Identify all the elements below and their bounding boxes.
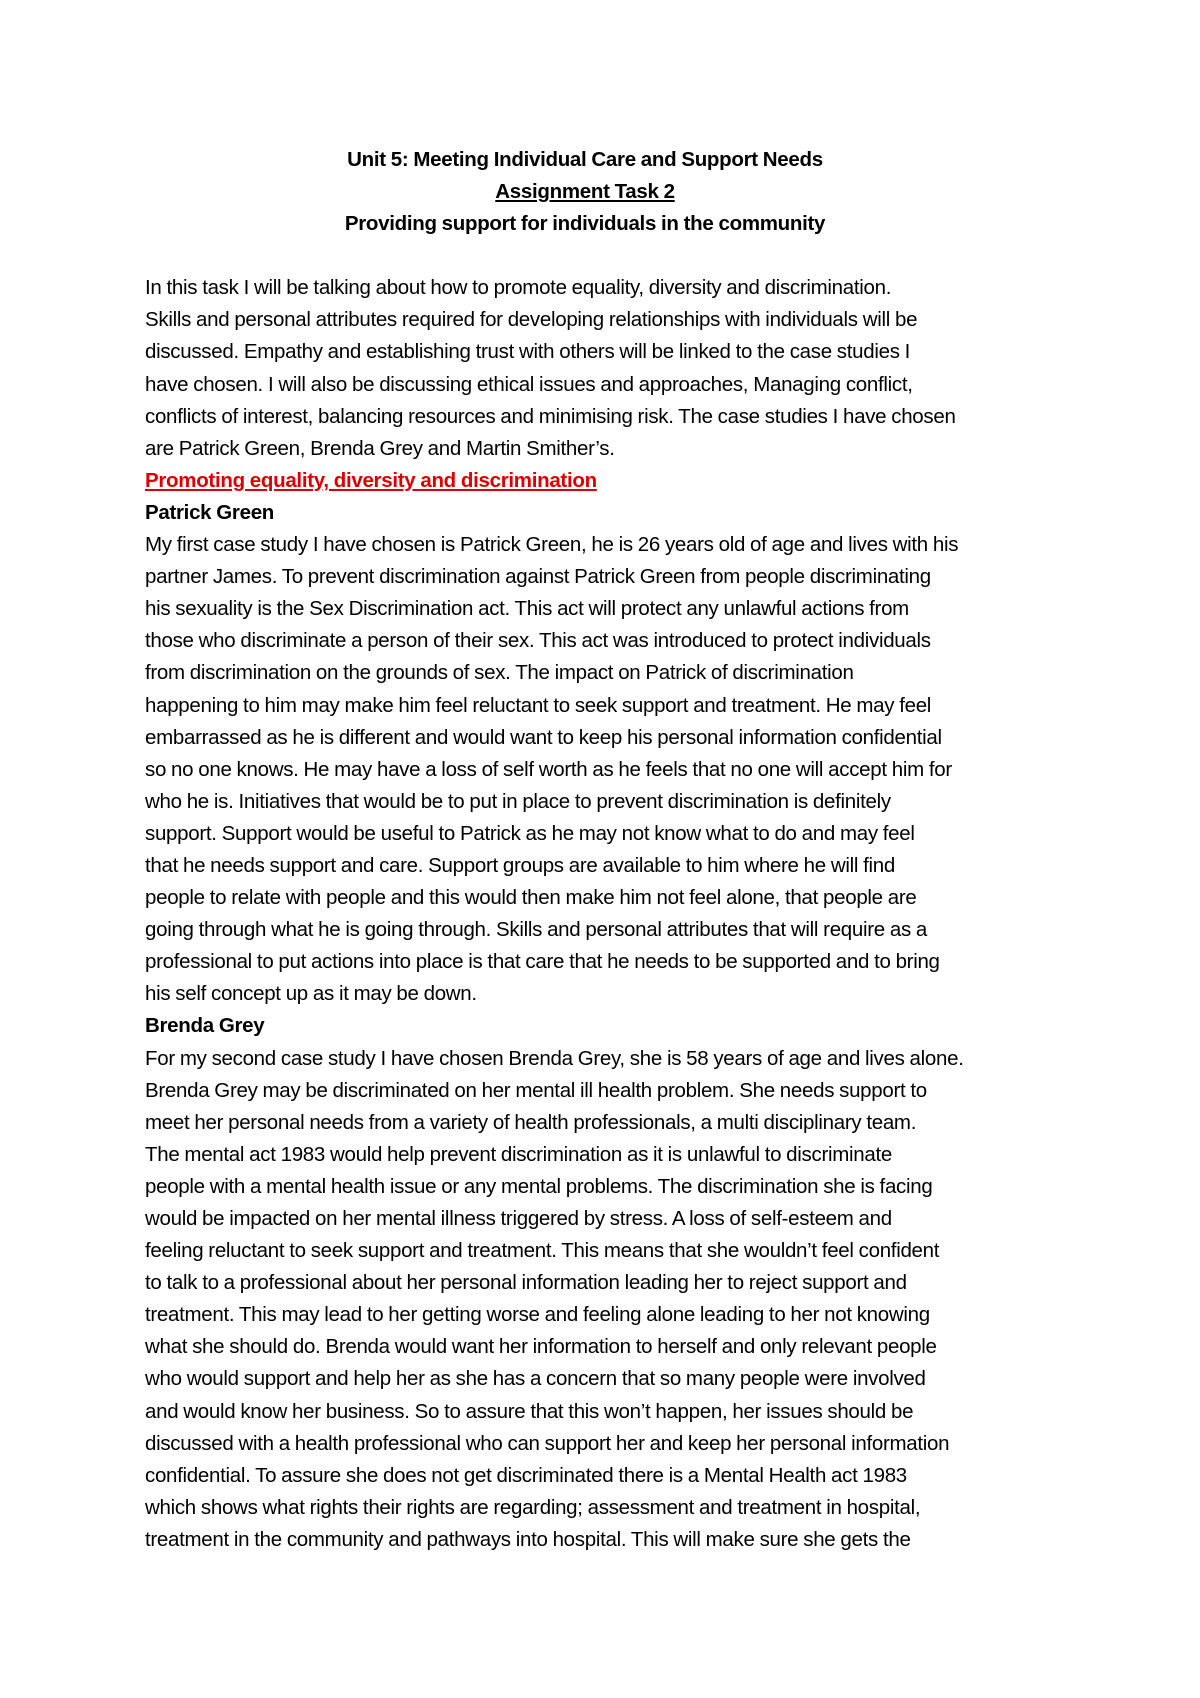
text-line: who would support and help her as she has a concern that so many people were involved xyxy=(145,1367,926,1391)
text-line: his sexuality is the Sex Discrimination act. This act will protect any unlawful actions from xyxy=(145,597,909,621)
text-line: which shows what rights their rights are regarding; assessment and treatment in hospital, xyxy=(145,1495,921,1519)
intro-paragraph xyxy=(145,272,1065,465)
text-line: going through what he is going through. Skills and personal attributes that will require as a xyxy=(145,918,928,942)
text-line: so no one knows. He may have a loss of self worth as he feels that no one will accept him for xyxy=(145,757,952,781)
text-line: who he is. Initiatives that would be to put in place to prevent discrimination is definitely xyxy=(145,789,891,813)
text-line: would be impacted on her mental illness triggered by stress. A loss of self-esteem and xyxy=(145,1207,892,1230)
text-line: are Patrick Green, Brenda Grey and Martin Smither’s. xyxy=(145,436,615,460)
text-line: treatment. This may lead to her getting worse and feeling alone leading to her not knowing xyxy=(145,1303,930,1327)
text-line: professional to put actions into place is that care that he needs to be supported and to bring xyxy=(145,950,940,974)
document-title: Unit 5: Meeting Individual Care and Support Needs xyxy=(347,148,823,171)
section-heading-equality: Promoting equality, diversity and discrimination xyxy=(145,468,597,492)
text-line: Brenda Grey may be discriminated on her mental ill health problem. She needs support to xyxy=(145,1078,927,1102)
text-line: feeling reluctant to seek support and treatment. This means that she wouldn’t feel confident xyxy=(145,1239,940,1263)
text-line: For my second case study I have chosen Brenda Grey, she is 58 years of age and lives alone. xyxy=(145,1046,964,1070)
text-line: My first case study I have chosen is Patrick Green, he is 26 years old of age and lives with his xyxy=(145,533,959,557)
case-heading-patrick: Patrick Green xyxy=(145,500,275,524)
text-line: partner James. To prevent discrimination against Patrick Green from people discriminating xyxy=(145,565,931,589)
document-subtitle: Providing support for individuals in the community xyxy=(344,212,826,236)
blank-line xyxy=(145,240,1065,272)
text-line: discussed. Empathy and establishing trust with others will be linked to the case studies I xyxy=(145,340,911,364)
text-line: discussed with a health professional who can support her and keep her personal information xyxy=(145,1431,950,1455)
text-line: and would know her business. So to assure that this won’t happen, her issues should be xyxy=(145,1399,914,1423)
text-line: confidential. To assure she does not get discriminated there is a Mental Health act 1983 xyxy=(145,1463,907,1487)
title-block xyxy=(105,144,1065,240)
text-line: In this task I will be talking about how to promote equality, diversity and discrimination. xyxy=(145,276,892,300)
text-line: from discrimination on the grounds of sex. The impact on Patrick of discrimination xyxy=(145,661,854,685)
text-line: to talk to a professional about her personal information leading her to reject support and xyxy=(145,1271,907,1295)
text-line: people to relate with people and this would then make him not feel alone, that people are xyxy=(145,886,917,910)
text-line: The mental act 1983 would help prevent discrimination as it is unlawful to discriminate xyxy=(145,1142,892,1166)
text-line: have chosen. I will also be discussing ethical issues and approaches, Managing conflict, xyxy=(145,372,913,396)
text-line: those who discriminate a person of their sex. This act was introduced to protect individuals xyxy=(145,629,931,653)
document-body xyxy=(145,144,1065,1556)
text-line: meet her personal needs from a variety of health professionals, a multi disciplinary team. xyxy=(145,1110,917,1134)
text-line: embarrassed as he is different and would want to keep his personal information confidential xyxy=(145,725,942,749)
case-heading-brenda: Brenda Grey xyxy=(145,1014,265,1038)
text-line: Skills and personal attributes required for developing relationships with individuals will be xyxy=(145,308,918,332)
patrick-paragraph xyxy=(145,529,1065,1010)
text-line: what she should do. Brenda would want her information to herself and only relevant people xyxy=(145,1335,937,1359)
text-line: treatment in the community and pathways into hospital. This will make sure she gets the xyxy=(145,1527,911,1551)
text-line: conflicts of interest, balancing resources and minimising risk. The case studies I have chosen xyxy=(145,404,956,428)
brenda-paragraph xyxy=(145,1043,1065,1557)
text-line: that he needs support and care. Support groups are available to him where he will find xyxy=(145,853,895,877)
text-line: people with a mental health issue or any mental problems. The discrimination she is facing xyxy=(145,1174,933,1198)
text-line: support. Support would be useful to Patrick as he may not know what to do and may feel xyxy=(145,821,915,845)
text-line: his self concept up as it may be down. xyxy=(145,982,477,1006)
assignment-label: Assignment Task 2 xyxy=(495,180,675,204)
text-line: happening to him may make him feel reluctant to seek support and treatment. He may feel xyxy=(145,693,932,717)
